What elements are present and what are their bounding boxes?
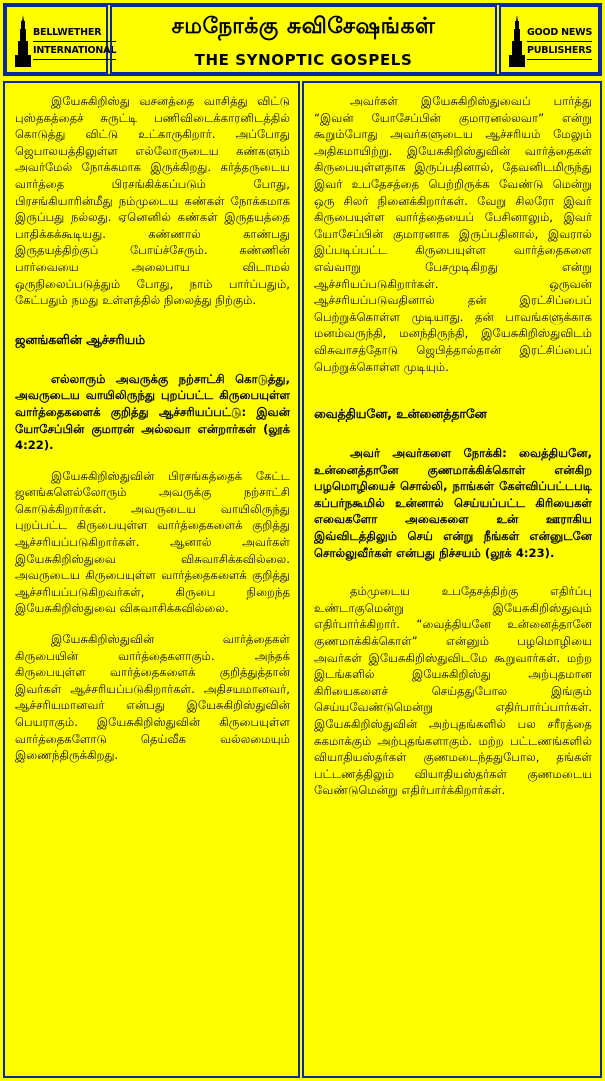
bellwether-logo bbox=[13, 15, 117, 67]
left-column bbox=[3, 81, 300, 1078]
right-column bbox=[302, 81, 602, 1078]
scripture-verse: எல்லாரும் அவருக்கு நற்சாட்சி கொடுத்து, அவருடைய வாயிலிருந்து புறப்பட்ட கிருபையுள்ள வார்த்தைகளைக் குறித்து ஆச்சரியப்பட்டு: இவன் யோசேப்பின் குமாரன் அல்லவா என்றார்கள் (லூக் 4:22). bbox=[15, 371, 290, 453]
publisher-name-line1: BELLWETHER bbox=[33, 24, 116, 42]
publisher-name-line2: PUBLISHERS bbox=[527, 42, 592, 60]
body-paragraph: அவர்கள் இயேசுகிறிஸ்துவைப் பார்த்து “இவன் யோசேப்பின் குமாரனல்லவா” என்று கூறும்போது அவர்களுடைய ஆச்சரியம் மேலும் அதிகமாயிற்று. இயேசுகிறிஸ்துவின் வார்த்தைகள் கிருபையுள்ளதாக இருப்பதினால், தேவனிடமிருந்து இவர் உபதேசத்தை பெற்றிருக்க வேண்டு மென்று ஒரு சிலர் நினைக்கிறார்கள். வேறு சிலரோ இவர் கிருபையுள்ள வார்த்தையைப் பேசினாலும், இவர் யோசேப்பின் குமாரனாக இருப்பதினால், இவரால் இப்படிப்பட்ட கிருபையுள்ள வார்த்தைகளை எவ்வாறு பேசமுடிகிறது என்று ஆச்சரியப்படுகிறார்கள். ஒருவன் ஆச்சரியப்படுவதினால் தன் இரட்சிப்பைப் பெற்றுக்கொள்ள முடியாது. தன் பாவங்களுக்காக மனம்வருந்தி, மனந்திருந்தி, இயேசுகிறிஸ்துவிடம் விசுவாசத்தோடு ஜெபித்தால்தான் இரட்சிப்பைப் பெற்றுக்கொள்ள முடியும். bbox=[314, 94, 592, 374]
page-header bbox=[3, 3, 602, 76]
section-heading: வைத்தியனே, உன்னைத்தானே bbox=[314, 406, 487, 422]
publisher-name-line1: GOOD NEWS bbox=[527, 24, 592, 42]
publisher-name-line2: INTERNATIONAL bbox=[33, 42, 116, 60]
title-box bbox=[110, 5, 497, 74]
body-paragraph: இயேசுகிறிஸ்துவின் வார்த்தைகள் கிருபையின் வார்த்தைகளாகும். அந்தக் கிருபையுள்ள வார்த்தைகளைக் குறித்துத்தான் இவர்கள் ஆச்சரியப்படுகிறார்கள். அதிசயமானவர், ஆச்சரியமானவர் என்பது இயேசுகிறிஸ்துவின் பெயராகும். இயேசுகிறிஸ்துவின் கிருபையுள்ள வார்த்தைகளோடு தெய்வீக வல்லமையும் இணைந்திருக்கிறது. bbox=[15, 632, 290, 763]
body-paragraph: இயேசுகிறிஸ்து வசனத்தை வாசித்து விட்டு புஸ்தகத்தைச் சுருட்டி பணிவிடைக்காரனிடத்தில் கொடுத்து விட்டு உட்காருகிறார். அப்போது ஜெபாலயத்திலுள்ள எல்லோருடைய கண்களும் அவர்மேல் நோக்கமாக இருக்கிறது. கர்த்தருடைய வார்த்தை பிரசங்கிக்கப்படும் போது, பிரசங்கியாரின்மீது நம்முடைய கண்கள் நோக்கமாக இருப்பது நல்லது. ஏனெனில் கண்கள் இருதயத்தை பாதிக்கக்கூடியது. கண்ணால் காண்பது இருதயத்திற்குப் போய்ச்சேரும். கண்ணின் பார்வையை அலைபாய விடாமல் ஒருநிலைப்படுத்தும் போது, நாம் பார்ப்பதும், கேட்பதும் நமது உள்ளத்தில் நிலைத்து நிற்கும். bbox=[15, 94, 290, 308]
page-title-tamil: சமநோக்கு சுவிசேஷங்கள் bbox=[171, 14, 436, 39]
section-heading: ஜனங்களின் ஆச்சரியம் bbox=[15, 331, 146, 347]
page-title-english: THE SYNOPTIC GOSPELS bbox=[194, 51, 413, 69]
good-news-logo bbox=[507, 15, 599, 67]
left-publisher-box bbox=[5, 5, 117, 74]
body-paragraph: இயேசுகிறிஸ்துவின் பிரசங்கத்தைக் கேட்ட ஜனங்களெல்லோரும் அவருக்கு நற்சாட்சி கொடுக்கிறார்கள். அவருடைய வாயிலிருந்து புறப்பட்ட கிருபையுள்ள வார்த்தைகளைக் குறித்து ஆச்சரியப்படுகிறார்கள். ஆனால் அவர்கள் இயேசுகிறிஸ்துவை விசுவாசிக்கவில்லை. அவருடைய கிருபையுள்ள வார்த்தைகளைக் குறித்து ஆச்சரியப்படுகிறவர்கள், கிருபை நிறைந்த இயேசுகிறிஸ்துவை விசுவாசிக்கவில்லை. bbox=[15, 468, 290, 616]
tower-icon bbox=[15, 15, 31, 67]
body-paragraph: தம்முடைய உபதேசத்திற்கு எதிர்ப்பு உண்டாகுமென்று இயேசுகிறிஸ்துவும் எதிர்பார்க்கிறார். “வைத்தியனே உன்னைத்தானே குணமாக்கிக்கொள்” என்னும் பழமொழியை அவர்கள் இயேசுகிறிஸ்துவிடமே கூறுவார்கள். மற்ற இடங்களில் இயேசுகிறிஸ்து அற்புதமான கிரியைகளைச் செய்ததுபோல இங்கும் செய்யவேண்டுமென்று எதிர்பார்ப்பார்கள். இயேசுகிறிஸ்துவின் அற்புதங்களில் பல சரீரத்தை சுகமாக்கும் அற்புதங்களாகும். மற்ற பட்டணங்களில் வியாதியஸ்தர்கள் குணமடைந்ததுபோல, தங்கள் பட்டணத்திலும் வியாதியஸ்தர்கள் குணமடைய வேண்டுமென்று எதிர்பார்க்கிறார்கள். bbox=[314, 584, 592, 798]
right-publisher-box bbox=[499, 5, 600, 74]
tower-icon bbox=[509, 15, 525, 67]
scripture-verse: அவர் அவர்களை நோக்கி: வைத்தியனே, உன்னைத்தானே குணமாக்கிக்கொள் என்கிற பழமொழியைச் சொல்லி, நாங்கள் கேள்விப்பட்டபடி கப்பர்நகூமில் உன்னால் செய்யப்பட்ட கிரியைகள் எவைகளோ அவைகளை உன் ஊராகிய இவ்விடத்திலும் செய் என்று நீங்கள் என்னுடனே சொல்லுவீர்கள் என்பது நிச்சயம் (லூக் 4:23). bbox=[314, 446, 592, 560]
